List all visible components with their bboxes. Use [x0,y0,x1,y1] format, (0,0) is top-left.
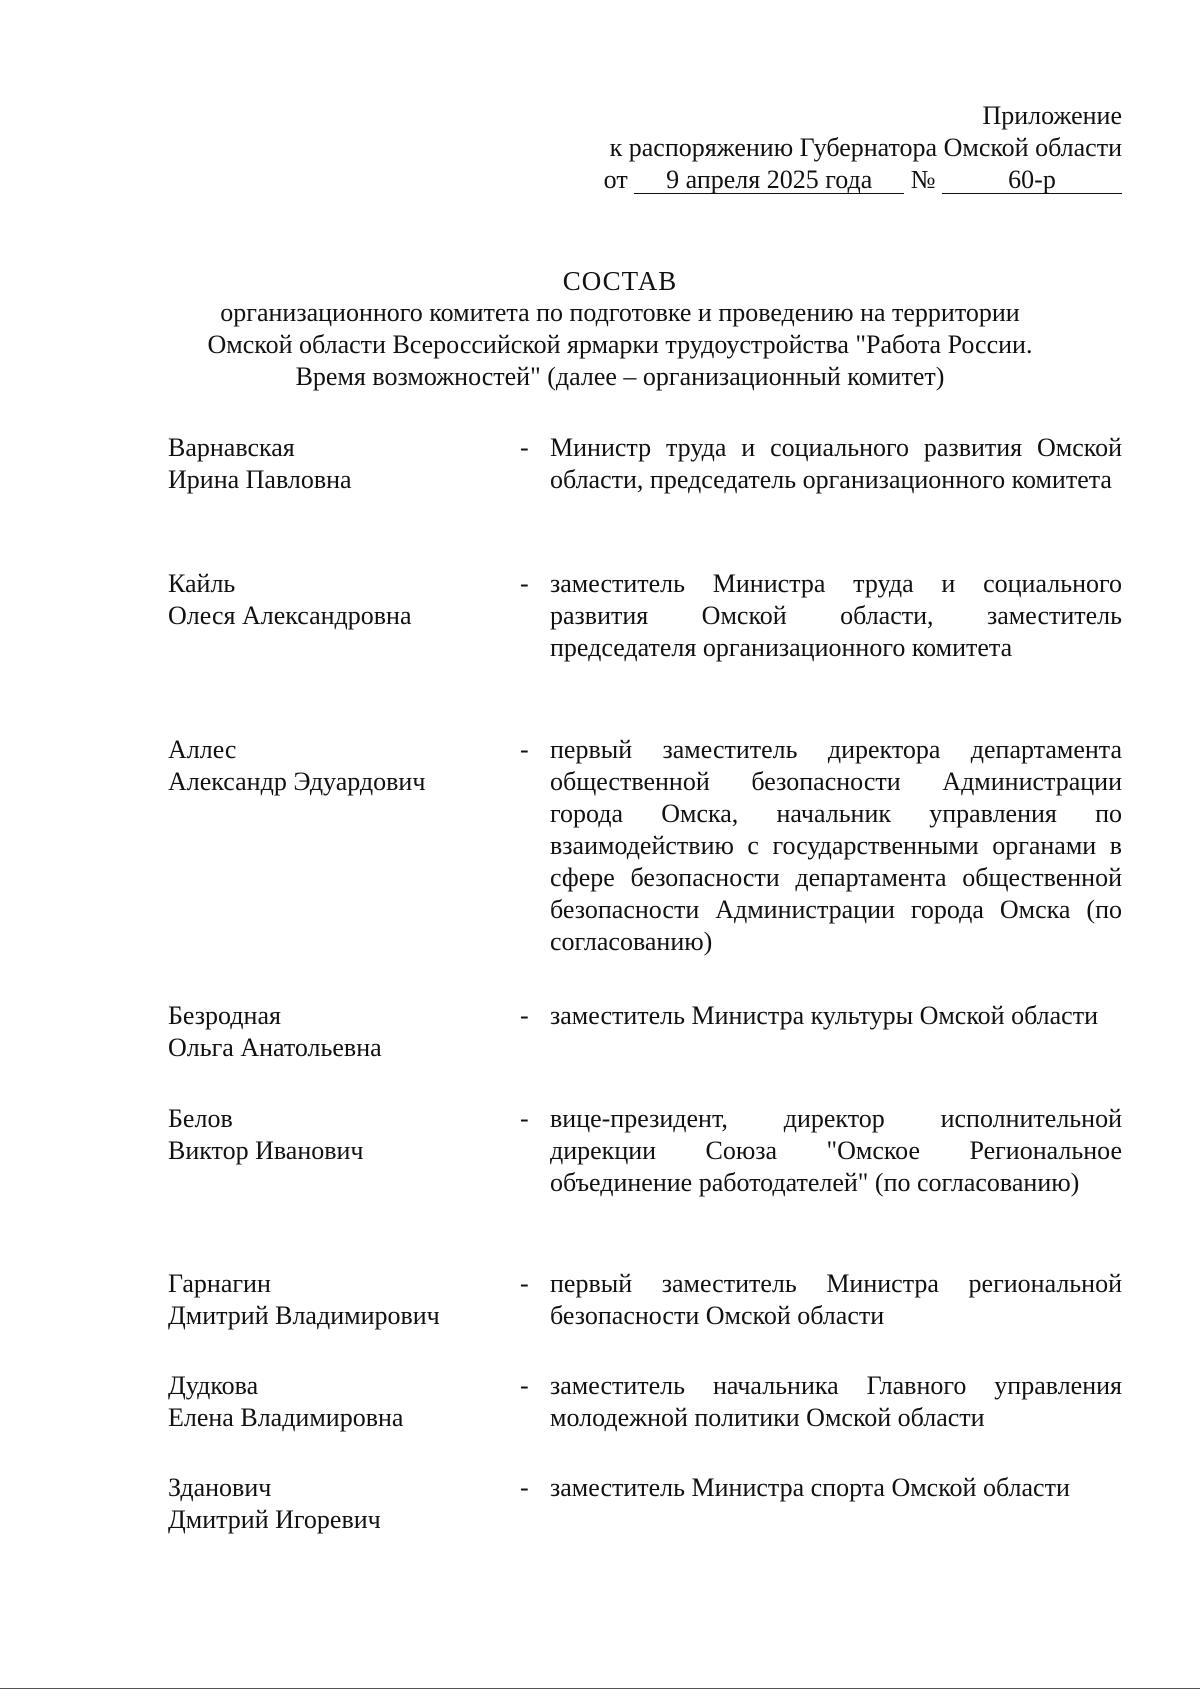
member-name [168,1268,498,1332]
member-role: Министр труда и социального развития Омской области, председатель организационного комитета [550,433,1122,494]
member-given-names: Олеся Александровна [168,601,412,630]
member-name [168,1472,498,1536]
member-given-names: Дмитрий Владимирович [168,1301,440,1330]
member-dash: - [520,569,529,598]
appendix-label: Приложение [982,101,1122,130]
member-role: заместитель Министра труда и социального развития Омской области, заместитель председателя организационного комитета [550,569,1122,662]
order-number: 60-р [942,167,1122,194]
member-role: первый заместитель Министра региональной безопасности Омской области [550,1269,1122,1330]
from-label: от [603,165,628,194]
member-surname: Дудкова [168,1371,259,1400]
title-heading: СОСТАВ [562,266,678,296]
member-dash: - [520,1371,529,1400]
member-given-names: Виктор Иванович [168,1136,364,1165]
member-surname: Кайль [168,569,236,598]
member-given-names: Ирина Павловна [168,465,352,494]
order-date-line [542,164,1122,196]
order-reference: к распоряжению Губернатора Омской области [609,133,1122,162]
title-line-1: организационного комитета по подготовке и проведению на территории [220,298,1020,327]
member-surname: Гарнагин [168,1269,271,1298]
member-dash: - [520,433,529,462]
title-line-2: Омской области Всероссийской ярмарки трудоустройства "Работа России. [207,330,1033,359]
member-name [168,568,498,632]
number-label: № [910,165,936,194]
member-name [168,1370,498,1434]
member-surname: Зданович [168,1473,272,1502]
member-given-names: Ольга Анатольевна [168,1033,382,1062]
member-dash: - [520,735,529,764]
member-dash: - [520,1104,529,1133]
page-bottom-rule [0,1688,1200,1689]
member-name [168,734,498,798]
member-surname: Аллес [168,735,237,764]
member-name [168,1103,498,1167]
member-name [168,432,498,496]
member-given-names: Александр Эдуардович [168,767,426,796]
member-surname: Белов [168,1104,233,1133]
member-surname: Безродная [168,1001,281,1030]
member-role: заместитель Министра культуры Омской области [550,1001,1098,1030]
member-dash: - [520,1001,529,1030]
member-given-names: Дмитрий Игоревич [168,1505,381,1534]
member-role: первый заместитель директора департамента общественной безопасности Администрации города Омска, начальник управления по взаимодействию с государственными органами в сфере безопасности департамента общественной безопасности Администрации города Омска (по согласованию) [550,735,1122,956]
member-dash: - [520,1473,529,1502]
member-name [168,1000,498,1064]
member-surname: Варнавская [168,433,295,462]
member-role: заместитель Министра спорта Омской области [550,1473,1070,1502]
order-date: 9 апреля 2025 года [634,167,904,194]
member-role: вице-президент, директор исполнительной дирекции Союза "Омское Региональное объединение работодателей" (по согласованию) [550,1104,1122,1197]
member-given-names: Елена Владимировна [168,1403,404,1432]
title-line-3: Время возможностей" (далее – организационный комитет) [295,362,945,391]
member-role: заместитель начальника Главного управления молодежной политики Омской области [550,1371,1122,1432]
member-dash: - [520,1269,529,1298]
document-title [160,265,1080,393]
appendix-header [542,100,1122,196]
